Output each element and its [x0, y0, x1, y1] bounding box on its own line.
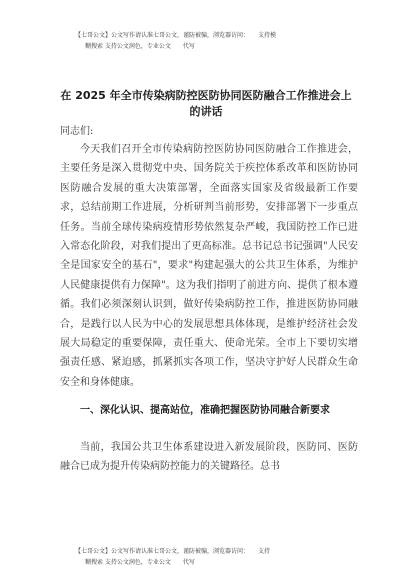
header-banner-line2: 糊搜索 支持公文润色，专业公文 代写	[85, 43, 195, 50]
section-heading-1: 一、深化认识、提高站位，准确把握医防协同融合新要求	[80, 405, 330, 416]
header-watermark-banner	[75, 30, 355, 52]
body-paragraph-1: 今天我们召开全市传染病防控医防协同医防融合工作推进会，主要任务是深入贯彻党中央、国务院关于疾控体系改革和医防协同医防融合发展的重大决策部署，全面落实国家及省级最新工作要求，总结前期工作进展，分析研判当前形势，安排部署下一步重点任务。当前全球传染病疫情形势依然复杂严峻，我国防控工作已进入常态化阶段，对我们提出了更高标准。总书记总书记强调"人民安全是国家安全的基石"，要求"构建起强大的公共卫生体系，为维护人民健康提供有力保障"。这为我们指明了前进方向、提供了根本遵循。我们必须深刻认识到，做好传染病防控工作，推进医防协同融合，是践行以人民为中心的发展思想具体体现，是维护经济社会发展大局稳定的重要保障，责任重大、使命光荣。全市上下要切实增强责任感、紧迫感，抓紧抓实各项工作，坚决守护好人民群众生命安全和身体健康。	[60, 144, 358, 388]
footer-watermark-banner	[75, 546, 355, 568]
document-title: 在 2025 年全市传染病防控医防协同医防融合工作推进会上 的讲话	[60, 89, 352, 118]
footer-banner-line1: 【七哥公文】公文写作请认准七哥公文，谨防被骗，浏览器访问： 支持	[75, 548, 271, 555]
footer-banner-line2: 糊搜索 支持公文润色，专业公文 代写	[85, 559, 195, 566]
body-paragraph-2: 当前，我国公共卫生体系建设进入新发展阶段，医防同、医防融合已成为提升传染病防控能力的关键路径。总书	[60, 442, 358, 473]
salutation: 同志们:	[60, 126, 94, 137]
header-banner-line1: 【七哥公文】公文写作请认准七哥公文，谨防被骗，浏览器访问： 支持模	[75, 32, 277, 39]
